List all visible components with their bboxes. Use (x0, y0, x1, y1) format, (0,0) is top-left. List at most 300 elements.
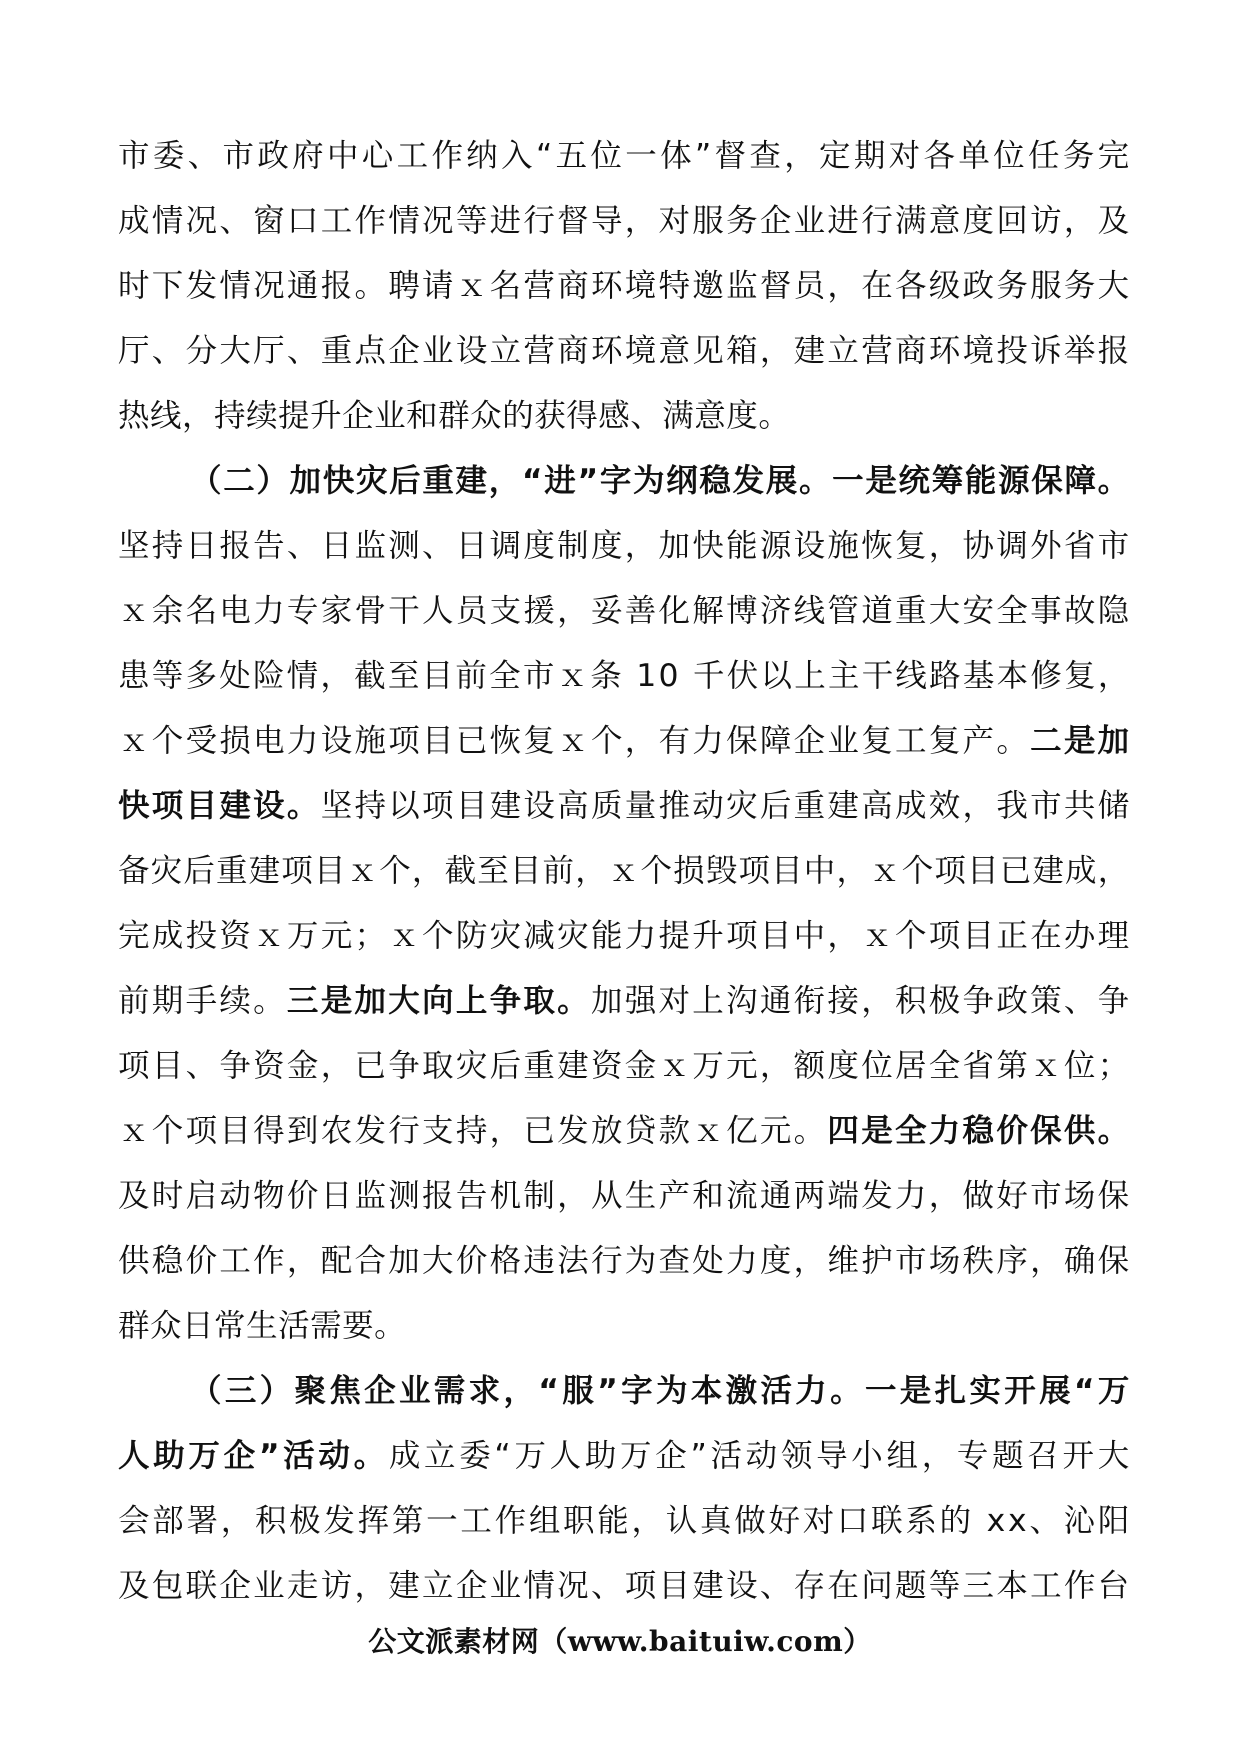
text-char: 聘 (388, 268, 421, 304)
text-char: 减 (523, 918, 556, 954)
text-char: 保 (1097, 1178, 1130, 1214)
bold-char: 能 (964, 463, 997, 499)
text-line (118, 1229, 1130, 1294)
text-char: 基 (962, 658, 995, 694)
text-char: 境 (624, 268, 657, 304)
text-char: 灾 (489, 918, 522, 954)
text-char: 争 (219, 1048, 252, 1084)
text-char: 。 (253, 983, 286, 1019)
bold-char: 稳 (962, 1113, 995, 1149)
text-char: 目 (759, 918, 792, 954)
text-line (118, 1554, 1130, 1619)
bold-char: 向 (422, 983, 455, 1019)
text-char: 名 (489, 268, 522, 304)
text-char: ， (220, 1503, 253, 1539)
text-char: 重 (894, 593, 927, 629)
bold-char: 二 (223, 463, 256, 499)
text-char: 修 (1030, 658, 1063, 694)
text-char: 市 (1030, 788, 1063, 824)
text-char: 单 (958, 138, 991, 174)
text-char: 企 (793, 723, 826, 759)
text-char (681, 644, 692, 709)
text-char: 1 (636, 658, 657, 694)
text-char: 特 (658, 268, 691, 304)
text-char: 多 (185, 658, 218, 694)
text-char: 复 (928, 723, 961, 759)
text-char: 、 (219, 203, 252, 239)
bold-char: 是 (899, 1373, 932, 1409)
text-char: 灾 (455, 1048, 488, 1084)
text-char: 市 (1030, 1178, 1063, 1214)
text-char: 能 (597, 1503, 630, 1539)
text-char: 、 (1063, 983, 1096, 1019)
text-char: 施 (827, 528, 860, 564)
text-char: ， (354, 1568, 387, 1604)
text-char: 居 (894, 1048, 927, 1084)
text-char: 项 (185, 1113, 218, 1149)
text-char: 度 (726, 398, 759, 434)
text-char: 损 (673, 853, 706, 889)
text-char: 稳 (151, 1243, 184, 1279)
text-char: 取 (422, 1048, 455, 1084)
text-char: 对 (658, 203, 691, 239)
bold-char: 实 (969, 1373, 1002, 1409)
text-char: 作 (253, 1243, 286, 1279)
bold-char: 项 (151, 788, 184, 824)
text-char: 为 (624, 1243, 657, 1279)
bold-char: 万 (188, 1438, 221, 1474)
text-char: ， (928, 528, 961, 564)
bold-char: ” (258, 1438, 281, 1474)
text-char: ｘ (388, 918, 421, 954)
text-char: 商 (557, 333, 590, 369)
text-char: 三 (962, 1568, 995, 1604)
text-char: 个 (590, 723, 623, 759)
bold-char: 重 (422, 463, 455, 499)
text-char: 余 (151, 593, 184, 629)
text-char: 万 (514, 1438, 547, 1474)
bold-char: 建 (219, 788, 252, 824)
text-char: ｘ (118, 723, 151, 759)
text-char: 机 (489, 1178, 522, 1214)
text-char: 测 (388, 1178, 421, 1214)
text-char: 满 (662, 398, 695, 434)
text-char: x (986, 1503, 1006, 1539)
text-char: 中 (326, 138, 359, 174)
text-char: 已 (999, 853, 1032, 889)
text-char: 营 (861, 333, 894, 369)
text-char: 坚 (320, 788, 353, 824)
text-char: 府 (292, 138, 325, 174)
text-char: 力 (286, 723, 319, 759)
text-char: 法 (557, 1243, 590, 1279)
text-char: 对 (802, 1503, 835, 1539)
bold-char: 字 (599, 463, 632, 499)
text-char: 情 (219, 268, 252, 304)
text-char: 项 (738, 853, 771, 889)
text-char: 完 (1097, 138, 1130, 174)
text-char: 目 (771, 853, 804, 889)
text-char: 日 (455, 528, 488, 564)
text-char: 况 (253, 268, 286, 304)
text-char: 隐 (1097, 593, 1130, 629)
text-char: 发 (185, 268, 218, 304)
text-char: 意 (928, 203, 961, 239)
bold-char: 。 (1097, 1113, 1130, 1149)
text-char: 位 (1063, 1048, 1096, 1084)
bold-char: 求 (468, 1373, 501, 1409)
text-char: 后 (489, 1048, 522, 1084)
text-char: 、 (286, 333, 319, 369)
text-line (118, 254, 1130, 319)
text-char: ， (759, 1048, 792, 1084)
text-char: ， (624, 528, 657, 564)
text-char: 灾 (557, 918, 590, 954)
text-char: 督 (557, 203, 590, 239)
text-char: 储 (1097, 788, 1130, 824)
bold-char: 是 (865, 463, 898, 499)
bold-char: 价 (996, 1113, 1029, 1149)
text-char: 中 (793, 918, 826, 954)
text-char: 大 (219, 333, 252, 369)
text-char: 测 (388, 528, 421, 564)
text-char: 支 (489, 593, 522, 629)
text-char: ， (182, 398, 215, 434)
text-char: 力 (624, 918, 657, 954)
bold-char: 筹 (931, 463, 964, 499)
text-char: ， (827, 918, 860, 954)
bold-char: “ (538, 1373, 560, 1409)
text-char: 项 (934, 853, 967, 889)
text-char: 成 (151, 918, 184, 954)
text-char: 截 (444, 853, 477, 889)
text-char: 项 (281, 853, 314, 889)
text-char: ｘ (346, 853, 379, 889)
text-char: 口 (836, 1503, 869, 1539)
text-char: 企 (388, 333, 421, 369)
text-line (118, 1099, 1130, 1164)
text-char: ” (690, 1438, 708, 1474)
text-char: 群 (438, 398, 471, 434)
bold-char: 力 (795, 1373, 828, 1409)
text-char: 力 (692, 723, 725, 759)
text-char: 本 (996, 1568, 1029, 1604)
text-char: 妥 (590, 593, 623, 629)
text-char: 动 (745, 1438, 778, 1474)
text-char: 能 (590, 918, 623, 954)
text-char: 万 (692, 1048, 725, 1084)
bold-char: 障 (1064, 463, 1097, 499)
text-char: ， (1097, 853, 1130, 889)
bold-char: 上 (455, 983, 488, 1019)
bold-char: 目 (185, 788, 218, 824)
text-char: 复 (861, 723, 894, 759)
text-char: 。 (793, 1113, 826, 1149)
text-char: 认 (665, 1503, 698, 1539)
text-char: 个 (894, 918, 927, 954)
text-char: 大 (422, 1243, 455, 1279)
text-char: 环 (590, 333, 623, 369)
text-char: 一 (426, 1503, 459, 1539)
text-char: 额 (793, 1048, 826, 1084)
text-char: 设 (523, 788, 556, 824)
bold-char: 三 (286, 983, 319, 1019)
bold-char: 四 (827, 1113, 860, 1149)
text-char: 会 (118, 1503, 151, 1539)
text-char: 进 (827, 203, 860, 239)
text-char: 分 (185, 333, 218, 369)
text-char: 进 (489, 203, 522, 239)
text-char: 对 (658, 983, 691, 1019)
text-char: 金 (624, 1048, 657, 1084)
text-char: 一 (625, 138, 658, 174)
text-char: 干 (861, 658, 894, 694)
bold-char: ” (597, 1373, 619, 1409)
text-char: x (1007, 1503, 1028, 1539)
bold-char: 激 (725, 1373, 758, 1409)
text-char: 作 (354, 203, 387, 239)
text-char: 业 (489, 1568, 522, 1604)
text-char: 的 (939, 1503, 972, 1539)
text-line (118, 904, 1130, 969)
text-char: 工 (320, 203, 353, 239)
text-char: 等 (455, 203, 488, 239)
text-char: 、 (286, 528, 319, 564)
text-char: 发 (861, 1178, 894, 1214)
text-char: ｘ (658, 1048, 691, 1084)
text-char: 举 (1063, 333, 1096, 369)
text-char: 建 (489, 788, 522, 824)
text-char: 访 (320, 1568, 353, 1604)
bold-char: 是 (861, 1113, 894, 1149)
bold-char: 一 (864, 1373, 897, 1409)
text-char: 建 (388, 1568, 421, 1604)
text-char: 个 (151, 1113, 184, 1149)
text-char: 业 (253, 1568, 286, 1604)
text-char: ， (631, 1503, 664, 1539)
text-char: 题 (992, 1438, 1025, 1474)
text-char: 度 (523, 528, 556, 564)
text-char: 下 (151, 268, 184, 304)
text-char: 重 (215, 853, 248, 889)
text-char: 价 (185, 1243, 218, 1279)
text-char: 常 (214, 1308, 247, 1344)
text-char: 加 (590, 983, 623, 1019)
text-char: 监 (726, 268, 759, 304)
text-char: 做 (734, 1503, 767, 1539)
text-char: 查 (658, 1243, 691, 1279)
text-char: 、 (630, 398, 663, 434)
text-char: 查 (749, 138, 782, 174)
text-char: 能 (726, 528, 759, 564)
text-char: 受 (185, 723, 218, 759)
text-char: 务 (726, 203, 759, 239)
text-char: 位 (590, 138, 623, 174)
bold-char: 为 (655, 1373, 688, 1409)
text-char: 各 (923, 138, 956, 174)
text-char: 积 (894, 983, 927, 1019)
text-char: 产 (962, 723, 995, 759)
text-char: 重 (320, 333, 353, 369)
text-char: 环 (928, 333, 961, 369)
text-char: 入 (501, 138, 534, 174)
text-char: 、 (759, 1568, 792, 1604)
text-char: 监 (354, 1178, 387, 1214)
text-line (118, 1359, 1130, 1424)
bold-char: 加 (354, 983, 387, 1019)
bold-char: 展 (1039, 1373, 1072, 1409)
text-char: 升 (310, 398, 343, 434)
text-char: 工 (460, 1503, 493, 1539)
text-char: 联 (871, 1503, 904, 1539)
text-char: 营 (523, 268, 556, 304)
text-char: 灾 (726, 788, 759, 824)
text-char: 立 (422, 1568, 455, 1604)
text-char: 建 (692, 1568, 725, 1604)
text-char: 工 (1030, 1568, 1063, 1604)
text-char: ， (557, 1178, 590, 1214)
text-char: 导 (816, 1438, 849, 1474)
text-char: 持 (354, 788, 387, 824)
bold-char: （ (190, 463, 223, 499)
text-char: 行 (861, 203, 894, 239)
text-char: 。 (996, 723, 1029, 759)
text-char: 处 (692, 1243, 725, 1279)
page-footer-watermark: 公文派素材网（www.baituiw.com） (368, 1625, 872, 1658)
text-line (118, 774, 1130, 839)
text-char: 发 (354, 1113, 387, 1149)
bold-char: ） (259, 1373, 292, 1409)
text-char: 业 (374, 398, 407, 434)
text-char: 我 (996, 788, 1029, 824)
bold-char: 字 (621, 1373, 654, 1409)
text-char: 目 (219, 1113, 252, 1149)
bold-char: 需 (433, 1373, 466, 1409)
text-char: 协 (962, 528, 995, 564)
text-char: 告 (253, 528, 286, 564)
text-line (118, 319, 1130, 384)
text-char: 开 (1062, 1438, 1095, 1474)
bold-char: 人 (118, 1438, 151, 1474)
text-char: 目 (455, 788, 488, 824)
bold-char: 建 (455, 463, 488, 499)
bold-char: 业 (398, 1373, 431, 1409)
bold-char: 。 (286, 788, 319, 824)
bold-char: 取 (523, 983, 556, 1019)
text-char: 手 (185, 983, 218, 1019)
text-char: 环 (590, 268, 623, 304)
text-char: 场 (928, 1243, 961, 1279)
text-char: 、 (187, 138, 220, 174)
text-char: 恢 (489, 723, 522, 759)
text-char: 争 (962, 983, 995, 1019)
text-char: 度 (590, 528, 623, 564)
text-char: 政 (962, 268, 995, 304)
text-char: 目 (422, 723, 455, 759)
text-line (118, 579, 1130, 644)
text-char: 到 (286, 1113, 319, 1149)
text-char: 政 (996, 983, 1029, 1019)
text-char: 处 (219, 658, 252, 694)
text-char: 服 (692, 203, 725, 239)
text-char: 联 (185, 1568, 218, 1604)
bold-char: 。 (1097, 463, 1130, 499)
text-char: 极 (289, 1503, 322, 1539)
text-line (118, 709, 1130, 774)
text-char: 市 (894, 1243, 927, 1279)
text-char: 活 (710, 1438, 743, 1474)
text-char: 效 (928, 788, 961, 824)
text-char: 产 (658, 1178, 691, 1214)
text-char: ， (784, 138, 817, 174)
text-char: 企 (219, 1568, 252, 1604)
text-char: 纳 (466, 138, 499, 174)
text-char: 的 (502, 398, 535, 434)
text-char: 和 (406, 398, 439, 434)
text-line (118, 1424, 1130, 1489)
bold-char: 为 (633, 463, 666, 499)
text-char: 台 (1097, 1568, 1130, 1604)
bold-char: “ (521, 463, 544, 499)
text-char: 千 (693, 658, 726, 694)
bold-char: 开 (1004, 1373, 1037, 1409)
text-char: 设 (455, 333, 488, 369)
text-char: 正 (996, 918, 1029, 954)
text-char: 第 (391, 1503, 424, 1539)
text-char: 持 (151, 528, 184, 564)
text-char: 行 (388, 1113, 421, 1149)
text-char: 力 (253, 593, 286, 629)
text-char: 况 (422, 203, 455, 239)
text-char: 人 (549, 1438, 582, 1474)
text-char: 万 (620, 1438, 653, 1474)
text-char: 本 (996, 658, 1029, 694)
text-char: 务 (1062, 138, 1095, 174)
bold-char: 保 (1031, 463, 1064, 499)
text-char: 成 (118, 203, 151, 239)
bold-char: 争 (489, 983, 522, 1019)
text-line (118, 449, 1130, 514)
text-char: ； (354, 918, 387, 954)
text-char: 众 (150, 1308, 183, 1344)
text-char: 建 (248, 853, 281, 889)
text-char: 家 (320, 593, 353, 629)
text-char: 沁 (1063, 1503, 1096, 1539)
bold-char: （ (190, 1373, 223, 1409)
text-char: 个 (422, 918, 455, 954)
text-char: 立 (827, 333, 860, 369)
text-char: 持 (214, 398, 247, 434)
bold-char: 二 (1030, 723, 1063, 759)
bold-char: 服 (562, 1373, 595, 1409)
text-char: 工 (219, 1243, 252, 1279)
text-char: 召 (1027, 1438, 1060, 1474)
text-char: 衔 (793, 983, 826, 1019)
text-char: 积 (254, 1503, 287, 1539)
text-char: 升 (692, 918, 725, 954)
bold-char: 动 (318, 1438, 351, 1474)
text-char: 报 (422, 1178, 455, 1214)
text-char: 事 (1030, 593, 1063, 629)
text-char: 全 (996, 593, 1029, 629)
text-char: ｘ (692, 1113, 725, 1149)
bold-char: 力 (928, 1113, 961, 1149)
text-char: 部 (152, 1503, 185, 1539)
text-char: 0 (658, 658, 680, 694)
text-char: 作 (1063, 1568, 1096, 1604)
text-char: 口 (286, 203, 319, 239)
text-char: 资 (219, 918, 252, 954)
